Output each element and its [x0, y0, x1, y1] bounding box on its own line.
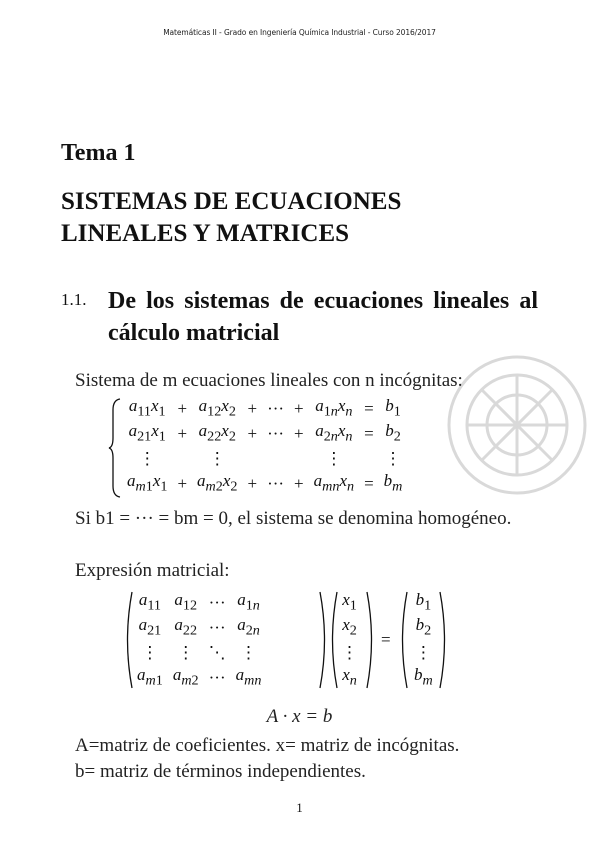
left-brace-icon — [108, 398, 122, 498]
system-intro-text — [75, 370, 463, 392]
matrix-expression-label: Expresión matricial: — [75, 560, 230, 581]
homogeneous-text: Si b1 = ··· = bm = 0, el sistema se denomina homogéneo. — [75, 508, 512, 529]
matrix-equation — [122, 590, 452, 690]
chapter-title: Tema 1 — [61, 140, 136, 166]
page-number: 1 — [296, 800, 303, 815]
equals-sign: = — [381, 630, 391, 649]
university-seal-icon — [440, 345, 595, 505]
equation-grid: $a_{11}x_1$ + $a_{12}x_2$ + ··· + $a_{1n}x_n$ = $b_1$ $a_{21}x_1$ + $a_{22}x_2$ + ··· + $a_{2n}x_n$ = $b_2$ ⋮ ⋮ ⋮ ⋮ $a_{m1}x_1$ + $a_{m2}x_2$ + ··· + $a_{mn}x_n$ = $b_m$ — [127, 396, 403, 495]
constants-vector: $b_1$ $b_2$ ⋮ $b_m$ — [414, 590, 433, 689]
main-title-line-2: LINEALES Y MATRICES — [61, 220, 350, 247]
main-title-line-1: SISTEMAS DE ECUACIONES — [61, 188, 402, 215]
main-title — [61, 186, 401, 250]
section-number: 1.1. — [61, 290, 87, 309]
definition-b: b= matriz de términos independientes. — [75, 761, 366, 782]
section-title: De los sistemas de ecuaciones lineales al cálculo matricial — [108, 288, 538, 346]
coefficient-matrix: $a_{11}$ $a_{12}$ ··· $a_{1n}$ $a_{21}$ $a_{22}$ ··· $a_{2n}$ ⋮ ⋮ ⋱ ⋮ $a_{m1}$ $a_{m2}$ ··· $a_{mn}$ — [137, 590, 262, 689]
compact-equation: A · x = b — [266, 706, 333, 727]
running-header: Matemáticas II - Grado en Ingeniería Química Industrial - Curso 2016/2017 — [163, 28, 436, 37]
system-intro: Sistema de m ecuaciones lineales con n incógnitas: — [75, 370, 463, 391]
unknowns-vector: $x_1$ $x_2$ ⋮ $x_n$ — [341, 590, 358, 689]
definition-a-x: A=matriz de coeficientes. x= matriz de incógnitas. — [75, 735, 460, 756]
